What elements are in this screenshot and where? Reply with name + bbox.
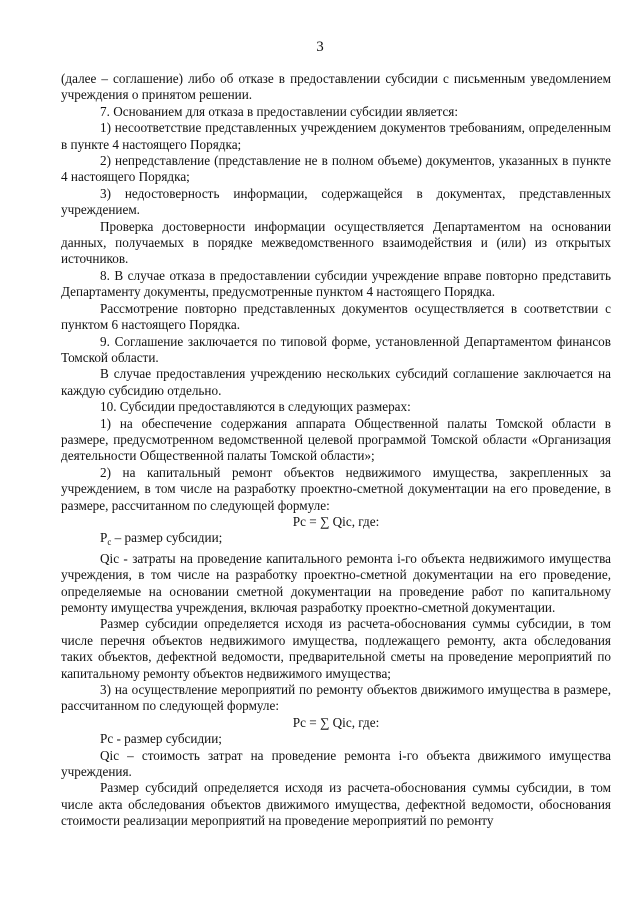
page-number: 3 <box>316 39 324 55</box>
paragraph: Pc - размер субсидии; <box>100 731 222 747</box>
definition-text: – размер субсидии; <box>111 530 223 546</box>
symbol: P <box>100 530 108 546</box>
paragraph: Qic – стоимость затрат на проведение ремонта i-го объекта движимого имущества учреждения. <box>61 747 611 780</box>
symbol-definition <box>61 530 611 550</box>
paragraph: 3) на осуществление мероприятий по ремонту объектов движимого имущества в размере, рассчитанном по следующей формуле: <box>61 682 611 714</box>
paragraph: Проверка достоверности информации осуществляется Департаментом на основании данных, получаемых в порядке межведомственного взаимодействия и (или) из открытых источников. <box>61 218 611 267</box>
paragraph: 2) на капитальный ремонт объектов недвижимого имущества, закрепленных за учреждением, в том числе на разработку проектно-сметной документации на его проведение, в размере, рассчитанном по следующей формуле: <box>61 464 611 513</box>
paragraph: В случае предоставления учреждению нескольких субсидий соглашение заключается на каждую субсидию отдельно. <box>61 366 611 398</box>
paragraph: 1) несоответствие представленных учреждением документов требованиям, определенным в пункте 4 настоящего Порядка; <box>61 120 611 152</box>
paragraph: Рассмотрение повторно представленных документов осуществляется в соответствии с пунктом 6 настоящего Порядка. <box>61 300 611 333</box>
paragraph: 9. Соглашение заключается по типовой форме, установленной Департаментом финансов Томской области. <box>61 333 611 365</box>
paragraph: 3) недостоверность информации, содержащейся в документах, представленных учреждением. <box>61 185 611 218</box>
formula: Pc = ∑ Qic, где: <box>292 513 380 529</box>
paragraph: 1) на обеспечение содержания аппарата Общественной палаты Томской области в размере, предусмотренном ведомственной целевой программой Томской области «Организация деятельности Общественной палаты Томской области»; <box>61 415 611 464</box>
paragraph: Размер субсидий определяется исходя из расчета-обоснования суммы субсидии, в том числе акта обследования объектов движимого имущества, дефектной ведомости, обоснования стоимости реализации мероприятий на проведение мероприятий по ремонту <box>61 780 611 829</box>
paragraph: 10. Субсидии предоставляются в следующих размерах: <box>100 399 411 415</box>
paragraph: (далее – соглашение) либо об отказе в предоставлении субсидии с письменным уведомлением учреждения о принятом решении. <box>61 71 611 103</box>
symbol-subscript: c <box>107 537 112 548</box>
paragraph: 7. Основанием для отказа в предоставлении субсидии является: <box>100 103 459 119</box>
paragraph: Qic - затраты на проведение капитального ремонта i-го объекта недвижимого имущества учреждения, в том числе на разработку проектно-сметной документации на его проведение, определяемые на основании сметной документации на проведение работ по капитальному ремонту имущества учреждения, включая разработку проектно-сметной документации. <box>61 550 611 615</box>
paragraph: 2) непредставление (представление не в полном объеме) документов, указанных в пункте 4 настоящего Порядка; <box>61 153 611 185</box>
formula: Pc = ∑ Qic, где: <box>292 714 380 730</box>
paragraph: 8. В случае отказа в предоставлении субсидии учреждение вправе повторно представить Департаменту документы, предусмотренные пунктом 4 настоящего Порядка. <box>61 267 611 300</box>
document-body <box>61 71 611 830</box>
paragraph: Размер субсидии определяется исходя из расчета-обоснования суммы субсидии, в том числе перечня объектов недвижимого имущества, подлежащего ремонту, акта обследования таких объектов, дефектной ведомости, предварительной сметы на проведение мероприятий по капитальному ремонту объектов недвижимого имущества; <box>61 616 611 681</box>
